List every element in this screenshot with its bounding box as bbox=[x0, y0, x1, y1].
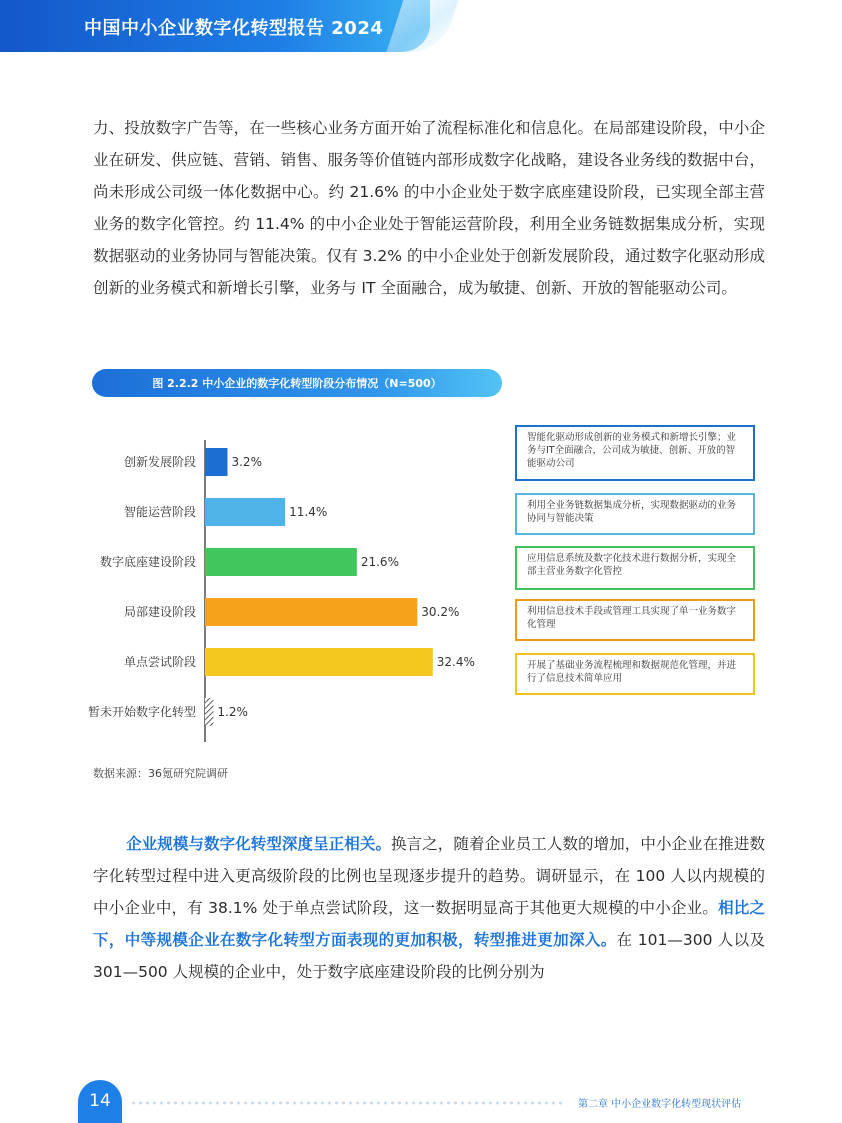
stage-description-box-partial: 利用信息技术手段或管理工具实现了单一业务数字化管理 bbox=[515, 599, 755, 641]
stage-description-box-single-point: 开展了基础业务流程梳理和数据规范化管理，并进行了信息技术简单应用 bbox=[515, 653, 755, 695]
bar-6 bbox=[205, 698, 213, 726]
highlight-text-1: 企业规模与数字化转型深度呈正相关。 bbox=[126, 835, 392, 853]
value-label: 30.2% bbox=[421, 605, 460, 619]
highlight-text-2: 相比之下，中等规模企业在数字化转型方面表现的更加积极，转型推进更加深入。 bbox=[93, 899, 765, 949]
paragraph-text-2 bbox=[93, 828, 765, 988]
page-number: 14 bbox=[89, 1091, 111, 1111]
bar-2 bbox=[205, 498, 285, 526]
stage-distribution-bar-chart bbox=[60, 440, 520, 750]
value-label: 3.2% bbox=[231, 455, 262, 469]
body-paragraph-2 bbox=[93, 828, 765, 988]
category-label: 暂未开始数字化转型 bbox=[87, 705, 196, 719]
category-label: 智能运营阶段 bbox=[123, 505, 196, 519]
paragraph-text-2b: 在 101—300 人以及 301—500 人规模的企业中，处于数字底座建设阶段的比例分别为 bbox=[93, 931, 765, 981]
stage-description-box-digital-base: 应用信息系统及数字化技术进行数据分析，实现全部主营业务数字化管控 bbox=[515, 546, 755, 590]
paragraph-text: 力、投放数字广告等，在一些核心业务方面开始了流程标准化和信息化。在局部建设阶段，中小企业在研发、供应链、营销、销售、服务等价值链内部形成数字化战略，建设各业务线的数据中台，尚未形成公司级一体化数据中心。约 21.6% 的中小企业处于数字底座建设阶段，已实现全部主营业务的数字化管控。约 11.4% 的中小企业处于智能运营阶段，利用全业务链数据集成分析，实现数据驱动的业务协同与智能决策。仅有 3.2% 的中小企业处于创新发展阶段，通过数字化驱动形成创新的业务模式和新增长引擎，业务与 IT 全面融合，成为敏捷、创新、开放的智能驱动公司。 bbox=[93, 119, 765, 297]
figure-title: 图 2.2.2 中小企业的数字化转型阶段分布情况（N=500） bbox=[152, 377, 442, 390]
category-label: 数字底座建设阶段 bbox=[99, 555, 196, 569]
footer-dotted-line bbox=[130, 1101, 562, 1105]
bar-5 bbox=[205, 648, 433, 676]
stage-description-box-innovation: 智能化驱动形成创新的业务模式和新增长引擎；业务与IT全面融合，公司成为敏捷、创新、开放的智能驱动公司 bbox=[515, 425, 755, 481]
category-label: 局部建设阶段 bbox=[123, 605, 196, 619]
figure-title-banner bbox=[92, 369, 502, 397]
bar-4 bbox=[205, 598, 417, 626]
value-label: 21.6% bbox=[360, 555, 399, 569]
bar-1 bbox=[205, 448, 227, 476]
stage-description-box-smart-ops: 利用全业务链数据集成分析，实现数据驱动的业务协同与智能决策 bbox=[515, 493, 755, 535]
chapter-footer: 第二章 中小企业数字化转型现状评估 bbox=[578, 1099, 742, 1110]
category-label: 单点尝试阶段 bbox=[123, 655, 196, 669]
value-label: 1.2% bbox=[217, 705, 248, 719]
paragraph-text-2a: 换言之，随着企业员工人数的增加，中小企业在推进数字化转型过程中进入更高级阶段的比例也呈现逐步提升的趋势。调研显示，在 100 人以内规模的中小企业中，有 38.1% 处于单点尝试阶段，这一数据明显高于其他更大规模的中小企业。 bbox=[93, 835, 765, 917]
bar-3 bbox=[205, 548, 357, 576]
body-paragraph-1 bbox=[93, 112, 765, 304]
report-title: 中国中小企业数字化转型报告 2024 bbox=[84, 18, 384, 39]
value-label: 11.4% bbox=[289, 505, 328, 519]
value-label: 32.4% bbox=[436, 655, 475, 669]
category-label: 创新发展阶段 bbox=[123, 455, 196, 469]
page-number-badge bbox=[78, 1080, 122, 1123]
data-source-note: 数据来源：36氪研究院调研 bbox=[93, 767, 228, 780]
